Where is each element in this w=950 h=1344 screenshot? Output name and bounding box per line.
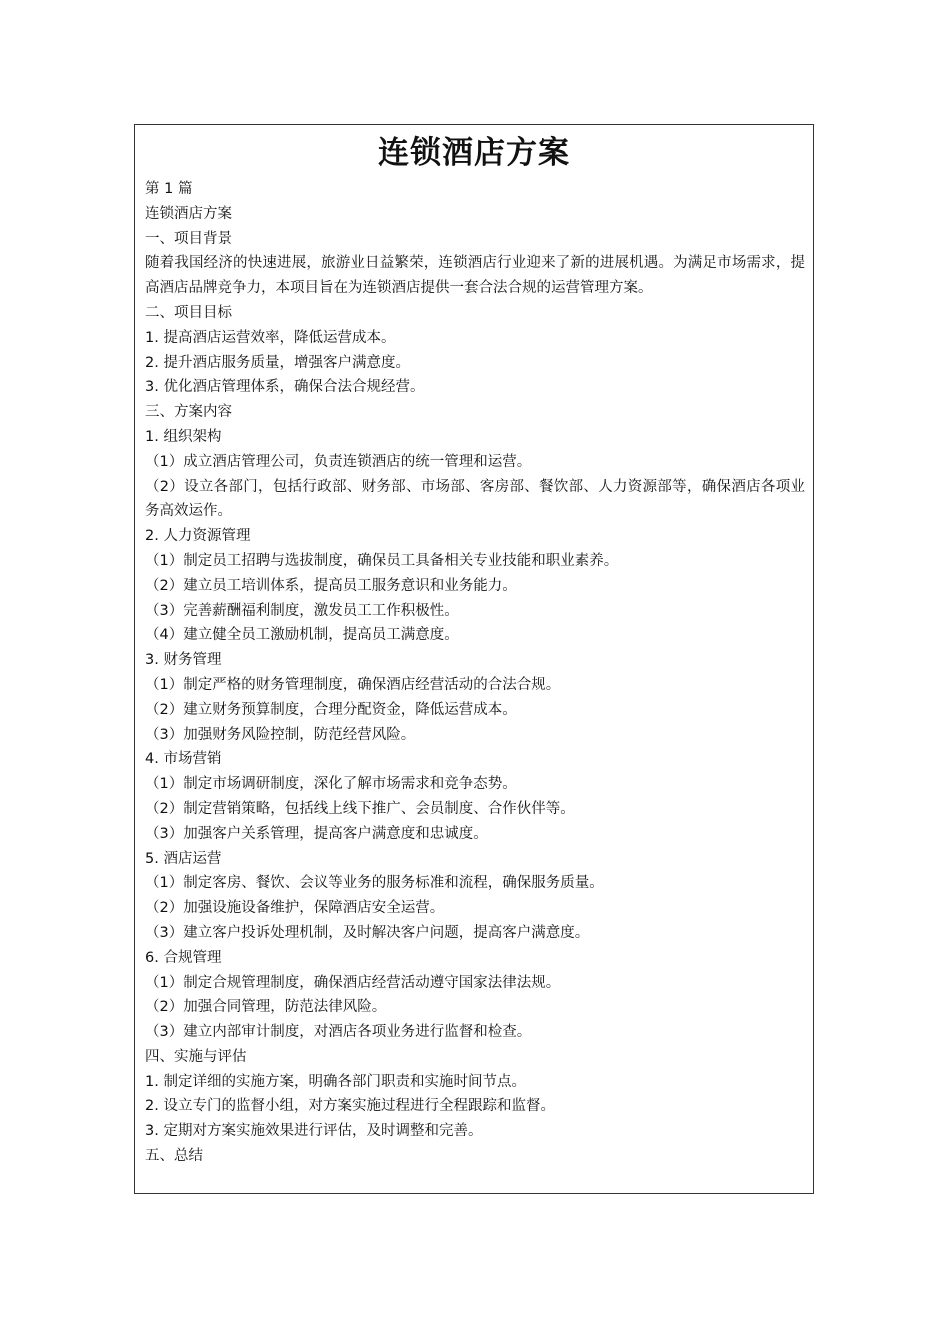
list-item: 2. 设立专门的监督小组，对方案实施过程进行全程跟踪和监督。 xyxy=(145,1098,555,1115)
list-item: （3）加强财务风险控制，防范经营风险。 xyxy=(145,726,416,743)
heading-goals: 二、项目目标 xyxy=(145,304,232,321)
list-item: （2）建立财务预算制度，合理分配资金，降低运营成本。 xyxy=(145,701,517,718)
list-item: （3）加强客户关系管理，提高客户满意度和忠诚度。 xyxy=(145,825,488,842)
section-chapter: 第 1 篇 xyxy=(145,181,193,197)
list-item: 1. 制定详细的实施方案，明确各部门职责和实施时间节点。 xyxy=(145,1073,526,1090)
list-item: （1）制定市场调研制度，深化了解市场需求和竞争态势。 xyxy=(145,776,517,793)
subheading-finance: 3. 财务管理 xyxy=(145,652,222,669)
heading-summary: 五、总结 xyxy=(145,1148,203,1165)
heading-implementation: 四、实施与评估 xyxy=(145,1048,247,1065)
list-item: （2）制定营销策略，包括线上线下推广、会员制度、合作伙伴等。 xyxy=(145,800,575,817)
list-item: （1）制定员工招聘与选拔制度，确保员工具备相关专业技能和职业素养。 xyxy=(145,552,619,569)
document-frame xyxy=(134,124,814,1194)
section-subtitle: 连锁酒店方案 xyxy=(145,205,232,222)
list-item: （2）加强设施设备维护，保障酒店安全运营。 xyxy=(145,900,445,917)
list-item: （3）建立客户投诉处理机制，及时解决客户问题，提高客户满意度。 xyxy=(145,924,590,941)
list-item: （2）设立各部门，包括行政部、财务部、市场部、客房部、餐饮部、人力资源部等，确保酒店各项业务高效运作。 xyxy=(145,478,805,520)
heading-plan-content: 三、方案内容 xyxy=(145,404,232,421)
document-body xyxy=(135,177,813,1169)
subheading-operations: 5. 酒店运营 xyxy=(145,850,222,867)
list-item: （2）建立员工培训体系，提高员工服务意识和业务能力。 xyxy=(145,577,517,594)
heading-background: 一、项目背景 xyxy=(145,230,232,247)
document-title: 连锁酒店方案 xyxy=(378,135,570,171)
list-item: （1）制定客房、餐饮、会议等业务的服务标准和流程，确保服务质量。 xyxy=(145,875,604,892)
paragraph-background: 随着我国经济的快速进展，旅游业日益繁荣，连锁酒店行业迎来了新的进展机遇。为满足市场需求，提高酒店品牌竞争力，本项目旨在为连锁酒店提供一套合法合规的运营管理方案。 xyxy=(145,255,805,297)
list-item: （1）制定严格的财务管理制度，确保酒店经营活动的合法合规。 xyxy=(145,676,561,693)
list-item: （1）制定合规管理制度，确保酒店经营活动遵守国家法律法规。 xyxy=(145,974,561,991)
list-item: （4）建立健全员工激励机制，提高员工满意度。 xyxy=(145,627,459,644)
list-item: （3）建立内部审计制度，对酒店各项业务进行监督和检查。 xyxy=(145,1024,532,1041)
list-item: （2）加强合同管理，防范法律风险。 xyxy=(145,999,387,1016)
list-item: 3. 定期对方案实施效果进行评估，及时调整和完善。 xyxy=(145,1123,483,1140)
list-item: （1）成立酒店管理公司，负责连锁酒店的统一管理和运营。 xyxy=(145,453,532,470)
list-item: （3）完善薪酬福利制度，激发员工工作积极性。 xyxy=(145,602,459,619)
goal-item: 2. 提升酒店服务质量，增强客户满意度。 xyxy=(145,354,410,371)
subheading-compliance: 6. 合规管理 xyxy=(145,949,222,966)
subheading-marketing: 4. 市场营销 xyxy=(145,751,222,768)
goal-item: 1. 提高酒店运营效率，降低运营成本。 xyxy=(145,329,396,346)
goal-item: 3. 优化酒店管理体系，确保合法合规经营。 xyxy=(145,379,425,396)
subheading-organization: 1. 组织架构 xyxy=(145,428,222,445)
subheading-hr: 2. 人力资源管理 xyxy=(145,528,251,545)
